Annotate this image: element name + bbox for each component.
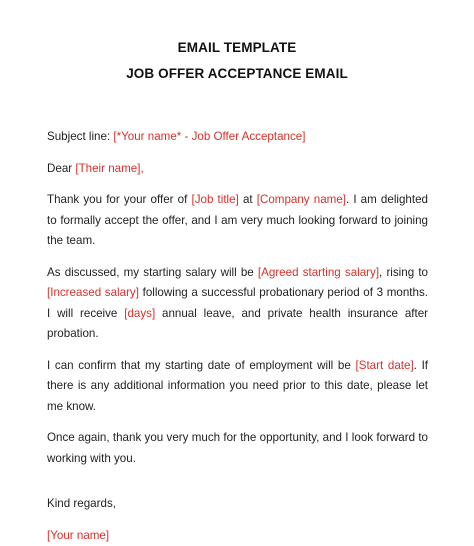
p2-text-d: annual leave, and private health insurance after probation. <box>47 307 428 341</box>
signature-placeholder: [Your name] <box>47 526 428 546</box>
days-placeholder: [days] <box>124 307 155 320</box>
closing: Kind regards, <box>47 494 428 515</box>
p2-text-b: , rising to <box>379 266 428 279</box>
subject-placeholder: [*Your name* - Job Offer Acceptance] <box>113 130 305 143</box>
p3-text-b: . If there is any additional information you need prior to this date, please let me know. <box>47 359 428 413</box>
paragraph-thanks: Once again, thank you very much for the opportunity, and I look forward to working with you. <box>47 428 428 469</box>
p2-text-c: following a successful probationary period of 3 months. I will receive <box>47 286 428 320</box>
p1-text-a: Thank you for your offer of <box>47 193 191 206</box>
starting-salary-placeholder: [Agreed starting salary] <box>258 266 379 279</box>
p2-text-a: As discussed, my starting salary will be <box>47 266 258 279</box>
paragraph-salary <box>47 263 428 345</box>
p3-text-a: I can confirm that my starting date of employment will be <box>47 359 356 372</box>
greeting <box>47 159 428 180</box>
p1-text-b: at <box>239 193 257 206</box>
increased-salary-placeholder: [Increased salary] <box>47 286 139 299</box>
paragraph-acceptance <box>47 190 428 252</box>
greeting-name-placeholder: [Their name], <box>75 162 143 175</box>
company-name-placeholder: [Company name] <box>257 193 346 206</box>
subject-label: Subject line: <box>47 130 113 143</box>
paragraph-start-date <box>47 356 428 418</box>
document-subtitle: JOB OFFER ACCEPTANCE EMAIL <box>0 66 474 81</box>
subject-line <box>47 127 428 148</box>
p1-text-c: . I am delighted to formally accept the offer, and I am very much looking forward to joining the team. <box>47 193 428 247</box>
email-body <box>47 127 428 546</box>
document-title: EMAIL TEMPLATE <box>0 40 474 55</box>
start-date-placeholder: [Start date] <box>356 359 414 372</box>
greeting-prefix: Dear <box>47 162 75 175</box>
job-title-placeholder: [Job title] <box>191 193 238 206</box>
